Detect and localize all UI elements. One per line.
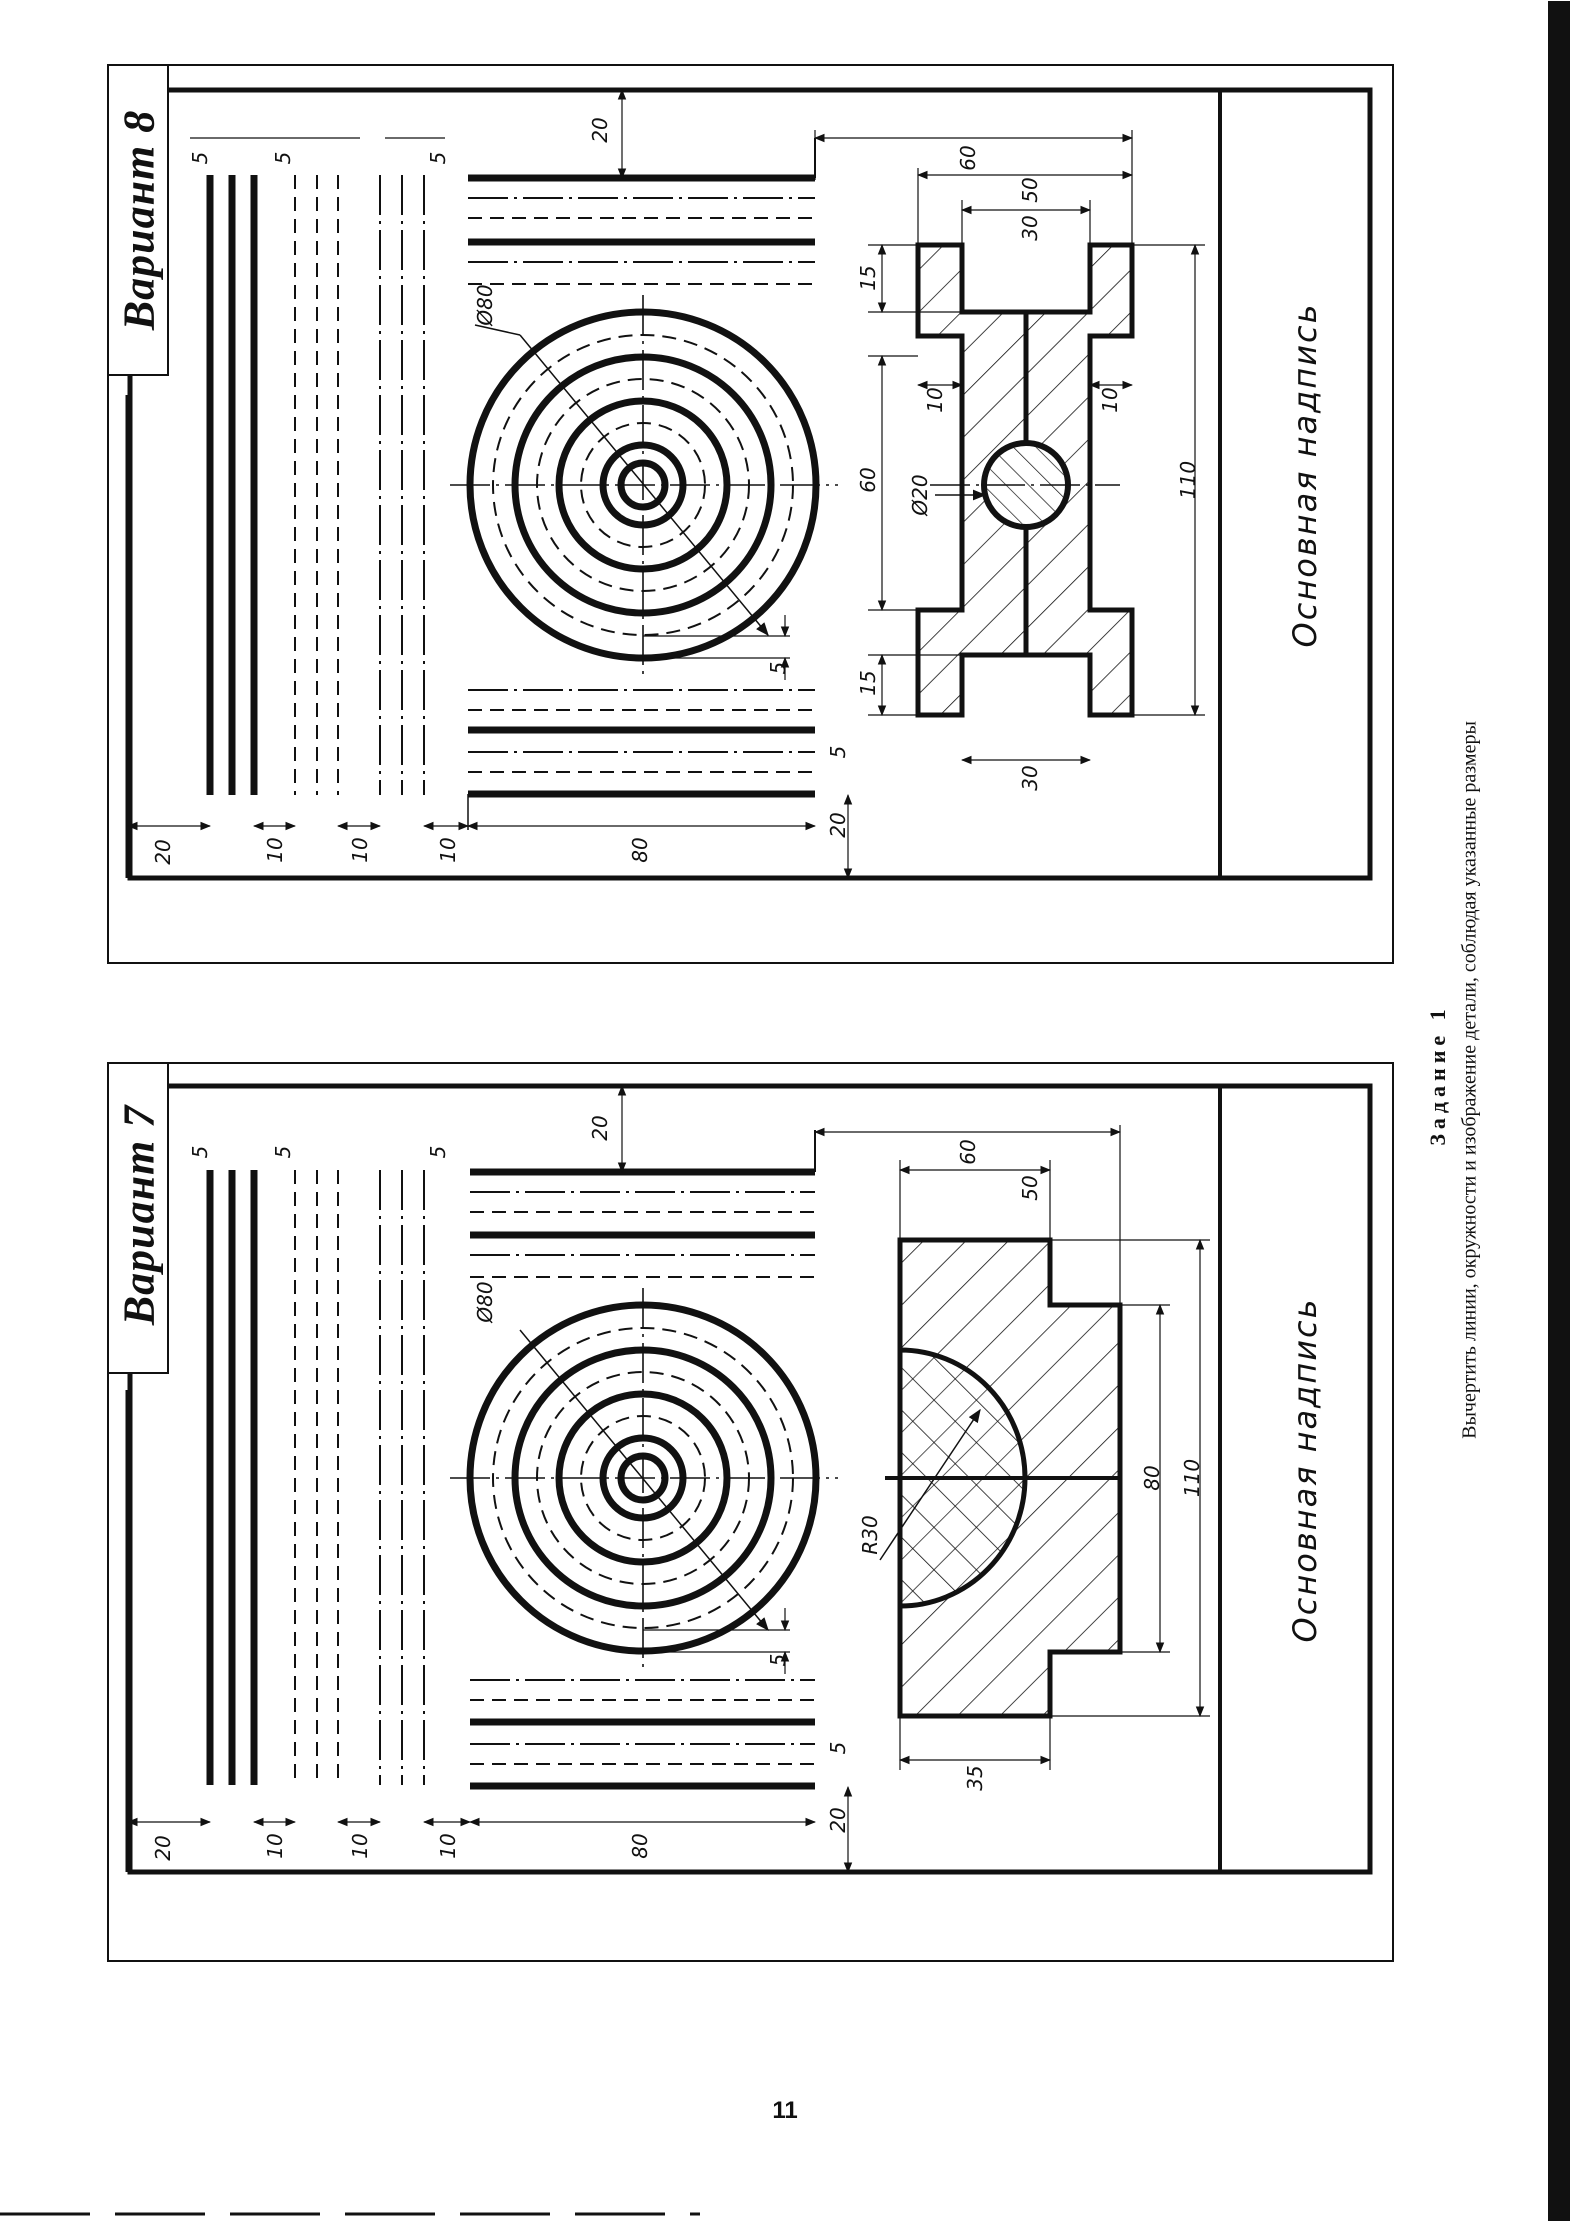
dim-v7-step-35: 35 <box>963 1765 987 1791</box>
task-title: Задание 1 <box>1425 1004 1450 1146</box>
dim-v8-slot-30-bottom: 30 <box>1018 765 1042 791</box>
dim-v8-bottom-margin: 20 <box>826 812 850 838</box>
variant-7-panel <box>108 1063 1393 1961</box>
dim-v7-frame-offset: 20 <box>151 1835 175 1861</box>
dim-v7-gap-1: 10 <box>263 1833 287 1859</box>
page-number: 11 <box>772 2097 798 2124</box>
dim-v7-ring-spacing: 5 <box>766 1653 790 1667</box>
dim-v8-gap-1: 10 <box>263 837 287 863</box>
dim-v8-slot-30-top: 30 <box>1018 215 1042 241</box>
dim-v8-top-margin: 20 <box>588 117 612 143</box>
dim-v7-gap-2: 10 <box>348 1833 372 1859</box>
scan-edge-strip <box>1548 1 1570 2221</box>
dim-v7-top-margin: 20 <box>588 1115 612 1141</box>
outer-frame <box>108 65 1393 963</box>
variant-7-label: Вариант 7 <box>114 1104 164 1326</box>
dim-v8-lip-10-right: 10 <box>1098 387 1122 413</box>
dim-v8-gap-3: 10 <box>436 837 460 863</box>
task-description: Вычертить линии, окружности и изображение детали, соблюдая указанные размеры <box>1458 721 1481 1439</box>
variant-8-panel <box>108 65 1393 963</box>
dim-v8-outer-diameter: Ø80 <box>473 284 497 326</box>
dim-v7-length-80: 80 <box>1140 1465 1164 1491</box>
concentric-circles <box>450 1288 838 1674</box>
dim-v8-web-60: 60 <box>856 467 880 493</box>
dim-v7-length-110: 110 <box>1180 1458 1204 1498</box>
dim-v7-dash-spacing: 5 <box>271 1145 295 1159</box>
dim-v7-width-50: 50 <box>1018 1175 1042 1201</box>
line-type-samples-vertical <box>210 1170 424 1785</box>
dim-v8-ring-spacing: 5 <box>766 661 790 675</box>
dim-v8-length-110: 110 <box>1176 460 1200 500</box>
dim-v8-line-length: 80 <box>628 837 652 863</box>
section-view-part <box>918 245 1132 715</box>
dim-v8-lip-10-left: 10 <box>923 387 947 413</box>
line-type-samples-vertical <box>210 175 424 795</box>
dim-v7-radius: R30 <box>858 1515 882 1555</box>
variant-7-title-block-inscription: Основная надпись <box>1286 1297 1324 1643</box>
dim-v7-gap-3: 10 <box>436 1833 460 1859</box>
dim-v7-line-length: 80 <box>628 1833 652 1859</box>
dim-v8-dash-spacing: 5 <box>271 151 295 165</box>
dim-v7-outer-diameter: Ø80 <box>473 1281 497 1323</box>
dim-v8-width-50: 50 <box>1018 177 1042 203</box>
variant-8-title-block-inscription: Основная надпись <box>1286 302 1324 648</box>
dim-v8-line-spacing: 5 <box>826 745 850 759</box>
dim-v8-flange-15-bottom: 15 <box>856 670 880 696</box>
section-view-part <box>880 1240 1120 1716</box>
dim-v7-overall-60: 60 <box>956 1139 980 1165</box>
dim-v8-thick-spacing: 5 <box>188 151 212 165</box>
variant-8-label: Вариант 8 <box>114 109 164 331</box>
dim-v8-gap-2: 10 <box>348 837 372 863</box>
dim-v7-dashdot-spacing: 5 <box>426 1145 450 1159</box>
dim-v7-line-spacing: 5 <box>826 1741 850 1755</box>
dim-v8-dashdot-spacing: 5 <box>426 151 450 165</box>
dim-v8-flange-15-top: 15 <box>856 265 880 291</box>
dim-v8-hole-diameter: Ø20 <box>908 474 932 516</box>
dim-v7-thick-spacing: 5 <box>188 1145 212 1159</box>
dim-v8-overall-60: 60 <box>956 145 980 171</box>
dim-v8-frame-offset: 20 <box>151 839 175 865</box>
line-type-samples-horizontal <box>468 138 815 830</box>
concentric-circles <box>450 295 838 680</box>
dim-v7-bottom-margin: 20 <box>826 1807 850 1833</box>
